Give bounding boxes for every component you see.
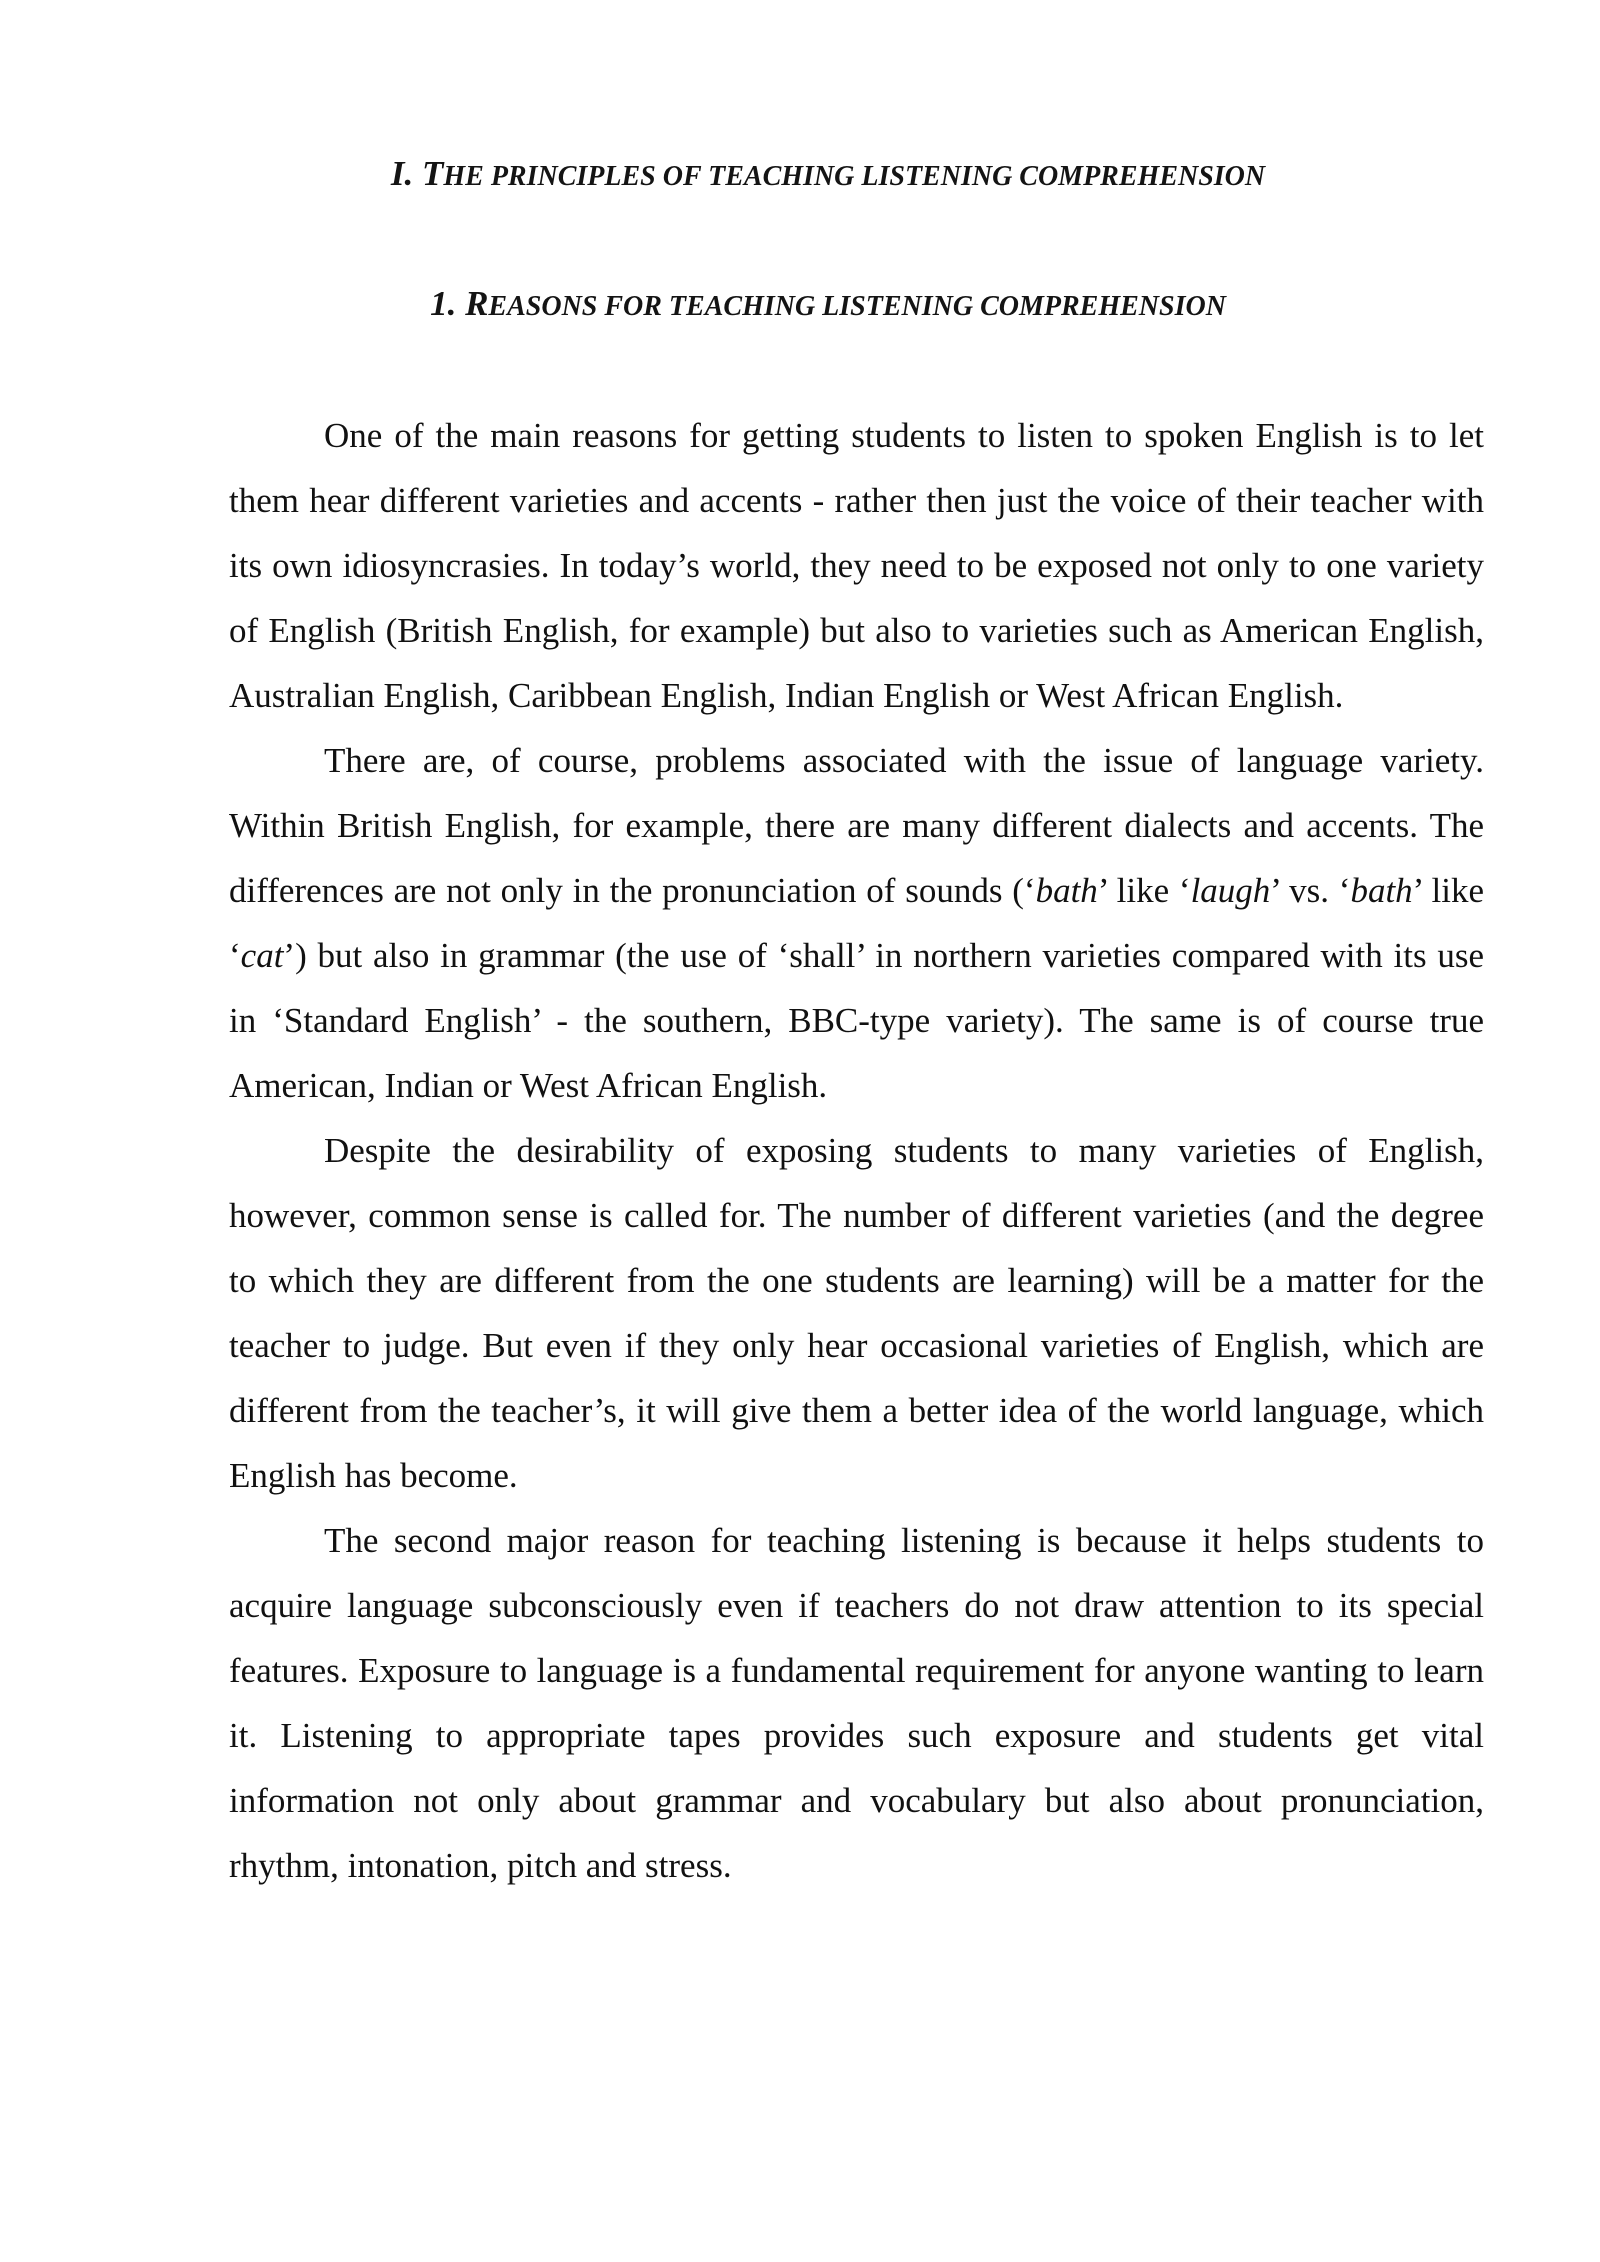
paragraph-2-italic: cat xyxy=(240,936,284,975)
chapter-heading-rest: HE PRINCIPLES OF TEACHING LISTENING COMPREHENSION xyxy=(443,161,1266,192)
paragraph-3: Despite the desirability of exposing students to many varieties of English, however, common sense is called for. The number of different varieties (and the degree to which they are different from the one students are learning) will be a matter for the teacher to judge. But even if they only hear occasional varieties of English, which are different from the teacher’s, it will give them a better idea of the world language, which English has become. xyxy=(229,1131,1484,1495)
paragraph-2-italic: bath xyxy=(1350,871,1413,910)
paragraph-2-italic: bath xyxy=(1035,871,1098,910)
section-heading-rest: EASONS FOR TEACHING LISTENING COMPREHENSION xyxy=(488,291,1226,322)
paragraph-2 xyxy=(229,728,1484,1118)
paragraph-2-italic: laugh xyxy=(1190,871,1271,910)
paragraph-2-text: ’) but also in grammar (the use of ‘shall’ in northern varieties compared with its use in ‘Standard English’ - the southern, BBC-type variety). The same is of course true American, Indian or West African English. xyxy=(229,936,1484,1105)
paragraph-2-text: ’ vs. ‘ xyxy=(1270,871,1351,910)
paragraph-2-text: ’ like ‘ xyxy=(1097,871,1191,910)
chapter-heading xyxy=(0,154,1600,194)
paragraph-1: One of the main reasons for getting students to listen to spoken English is to let them hear different varieties and accents - rather then just the voice of their teacher with its own idiosyncrasies. In today’s world, they need to be exposed not only to one variety of English (British English, for example) but also to varieties such as American English, Australian English, Caribbean English, Indian English or West African English. xyxy=(229,416,1484,715)
paragraph-2-text: There are, of course, problems associated with the issue of language variety. Within British English, for example, there are many different dialects and accents. The differences are not only in the pronunciation of sounds (‘ xyxy=(229,741,1484,910)
chapter-heading-initial: I. T xyxy=(390,154,444,193)
paragraph-2-text: ’ like ‘ xyxy=(229,871,1484,975)
paragraph-4: The second major reason for teaching listening is because it helps students to acquire language subconsciously even if teachers do not draw attention to its special features. Exposure to language is a fundamental requirement for anyone wanting to learn it. Listening to appropriate tapes provides such exposure and students get vital information not only about grammar and vocabulary but also about pronunciation, rhythm, intonation, pitch and stress. xyxy=(229,1521,1484,1885)
section-heading-initial: 1. R xyxy=(430,284,489,323)
body-text xyxy=(229,403,1484,1898)
section-heading xyxy=(0,284,1600,324)
